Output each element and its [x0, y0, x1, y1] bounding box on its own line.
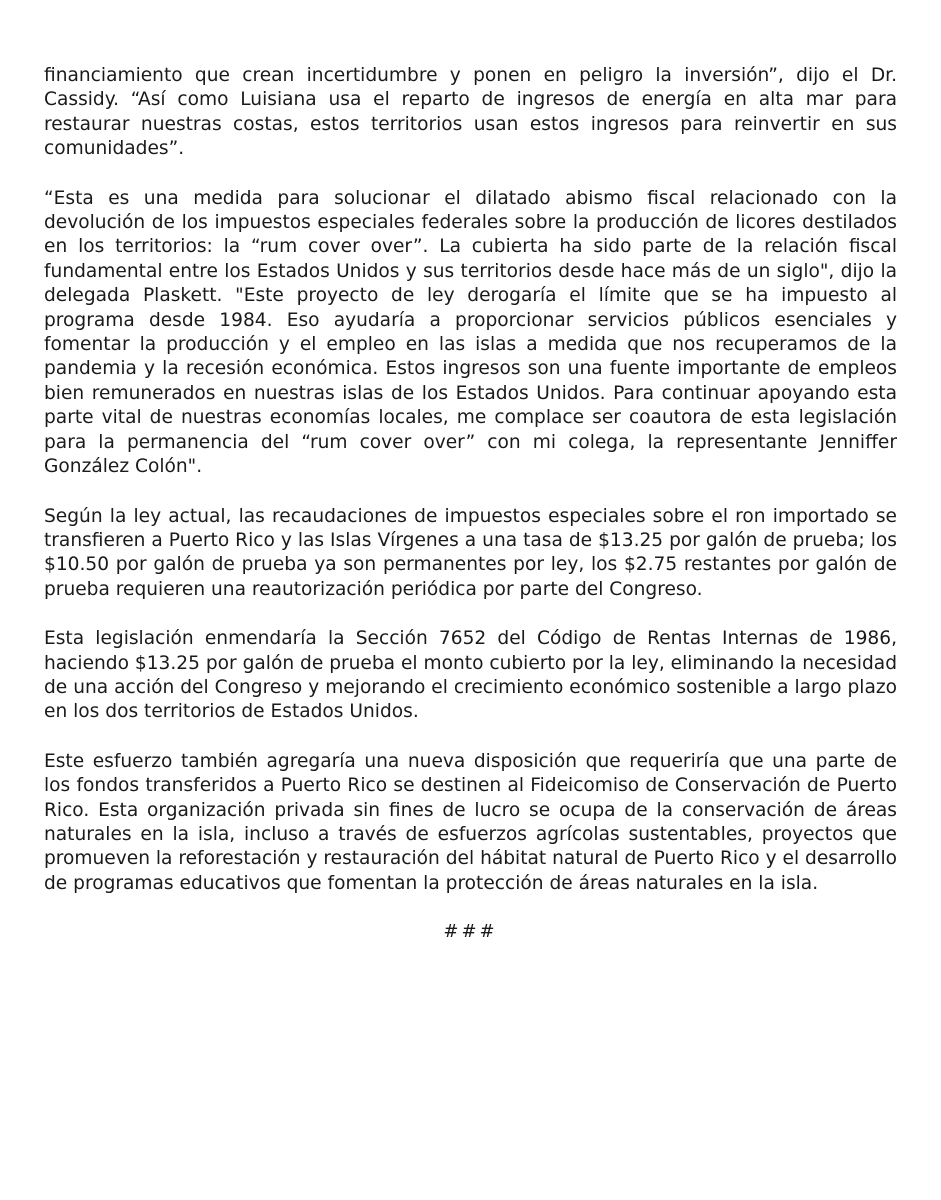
- paragraph-cassidy-quote: financiamiento que crean incertidumbre y ponen en peligro la inversión”, dijo el Dr. Cassidy. “Así como Luisiana usa el reparto de ingresos de energía en alta mar para restaurar nuestras costas, estos territorios usan estos ingresos para reinvertir en sus comunidades”.: [44, 65, 897, 160]
- paragraph-current-law: Según la ley actual, las recaudaciones de impuestos especiales sobre el ron importado se transfieren a Puerto Rico y las Islas Vírgenes a una tasa de $13.25 por galón de prueba; los $10.50 por galón de prueba ya son permanentes por ley, los $2.75 restantes por galón de prueba requieren una reautorización periódica por parte del Congreso.: [44, 505, 897, 600]
- paragraph-legislation-amendment: Esta legislación enmendaría la Sección 7652 del Código de Rentas Internas de 1986, haciendo $13.25 por galón de prueba el monto cubierto por la ley, eliminando la necesidad de una acción del Congreso y mejorando el crecimiento económico sostenible a largo plazo en los dos territorios de Estados Unidos.: [44, 628, 897, 723]
- document-page: [44, 64, 897, 942]
- paragraph-plaskett-quote: “Esta es una medida para solucionar el dilatado abismo fiscal relacionado con la devolución de los impuestos especiales federales sobre la producción de licores destilados en los territorios: la “rum cover over”. La cubierta ha sido parte de la relación fiscal fundamental entre los Estados Unidos y sus territorios desde hace más de un siglo", dijo la delegada Plaskett. "Este proyecto de ley derogaría el límite que se ha impuesto al programa desde 1984. Eso ayudaría a proporcionar servicios públicos esenciales y fomentar la producción y el empleo en las islas a medida que nos recuperamos de la pandemia y la recesión económica. Estos ingresos son una fuente importante de empleos bien remunerados en nuestras islas de los Estados Unidos. Para continuar apoyando esta parte vital de nuestras economías locales, me complace ser coautora de esta legislación para la permanencia del “rum cover over” con mi colega, la representante Jenniffer González Colón".: [44, 187, 897, 478]
- end-of-release-mark: ###: [443, 921, 498, 943]
- paragraph-conservation-trust: Este esfuerzo también agregaría una nueva disposición que requeriría que una parte de los fondos transferidos a Puerto Rico se destinen al Fideicomiso de Conservación de Puerto Rico. Esta organización privada sin fines de lucro se ocupa de la conservación de áreas naturales en la isla, incluso a través de esfuerzos agrícolas sustentables, proyectos que promueven la reforestación y restauración del hábitat natural de Puerto Rico y el desarrollo de programas educativos que fomentan la protección de áreas naturales en la isla.: [44, 750, 897, 894]
